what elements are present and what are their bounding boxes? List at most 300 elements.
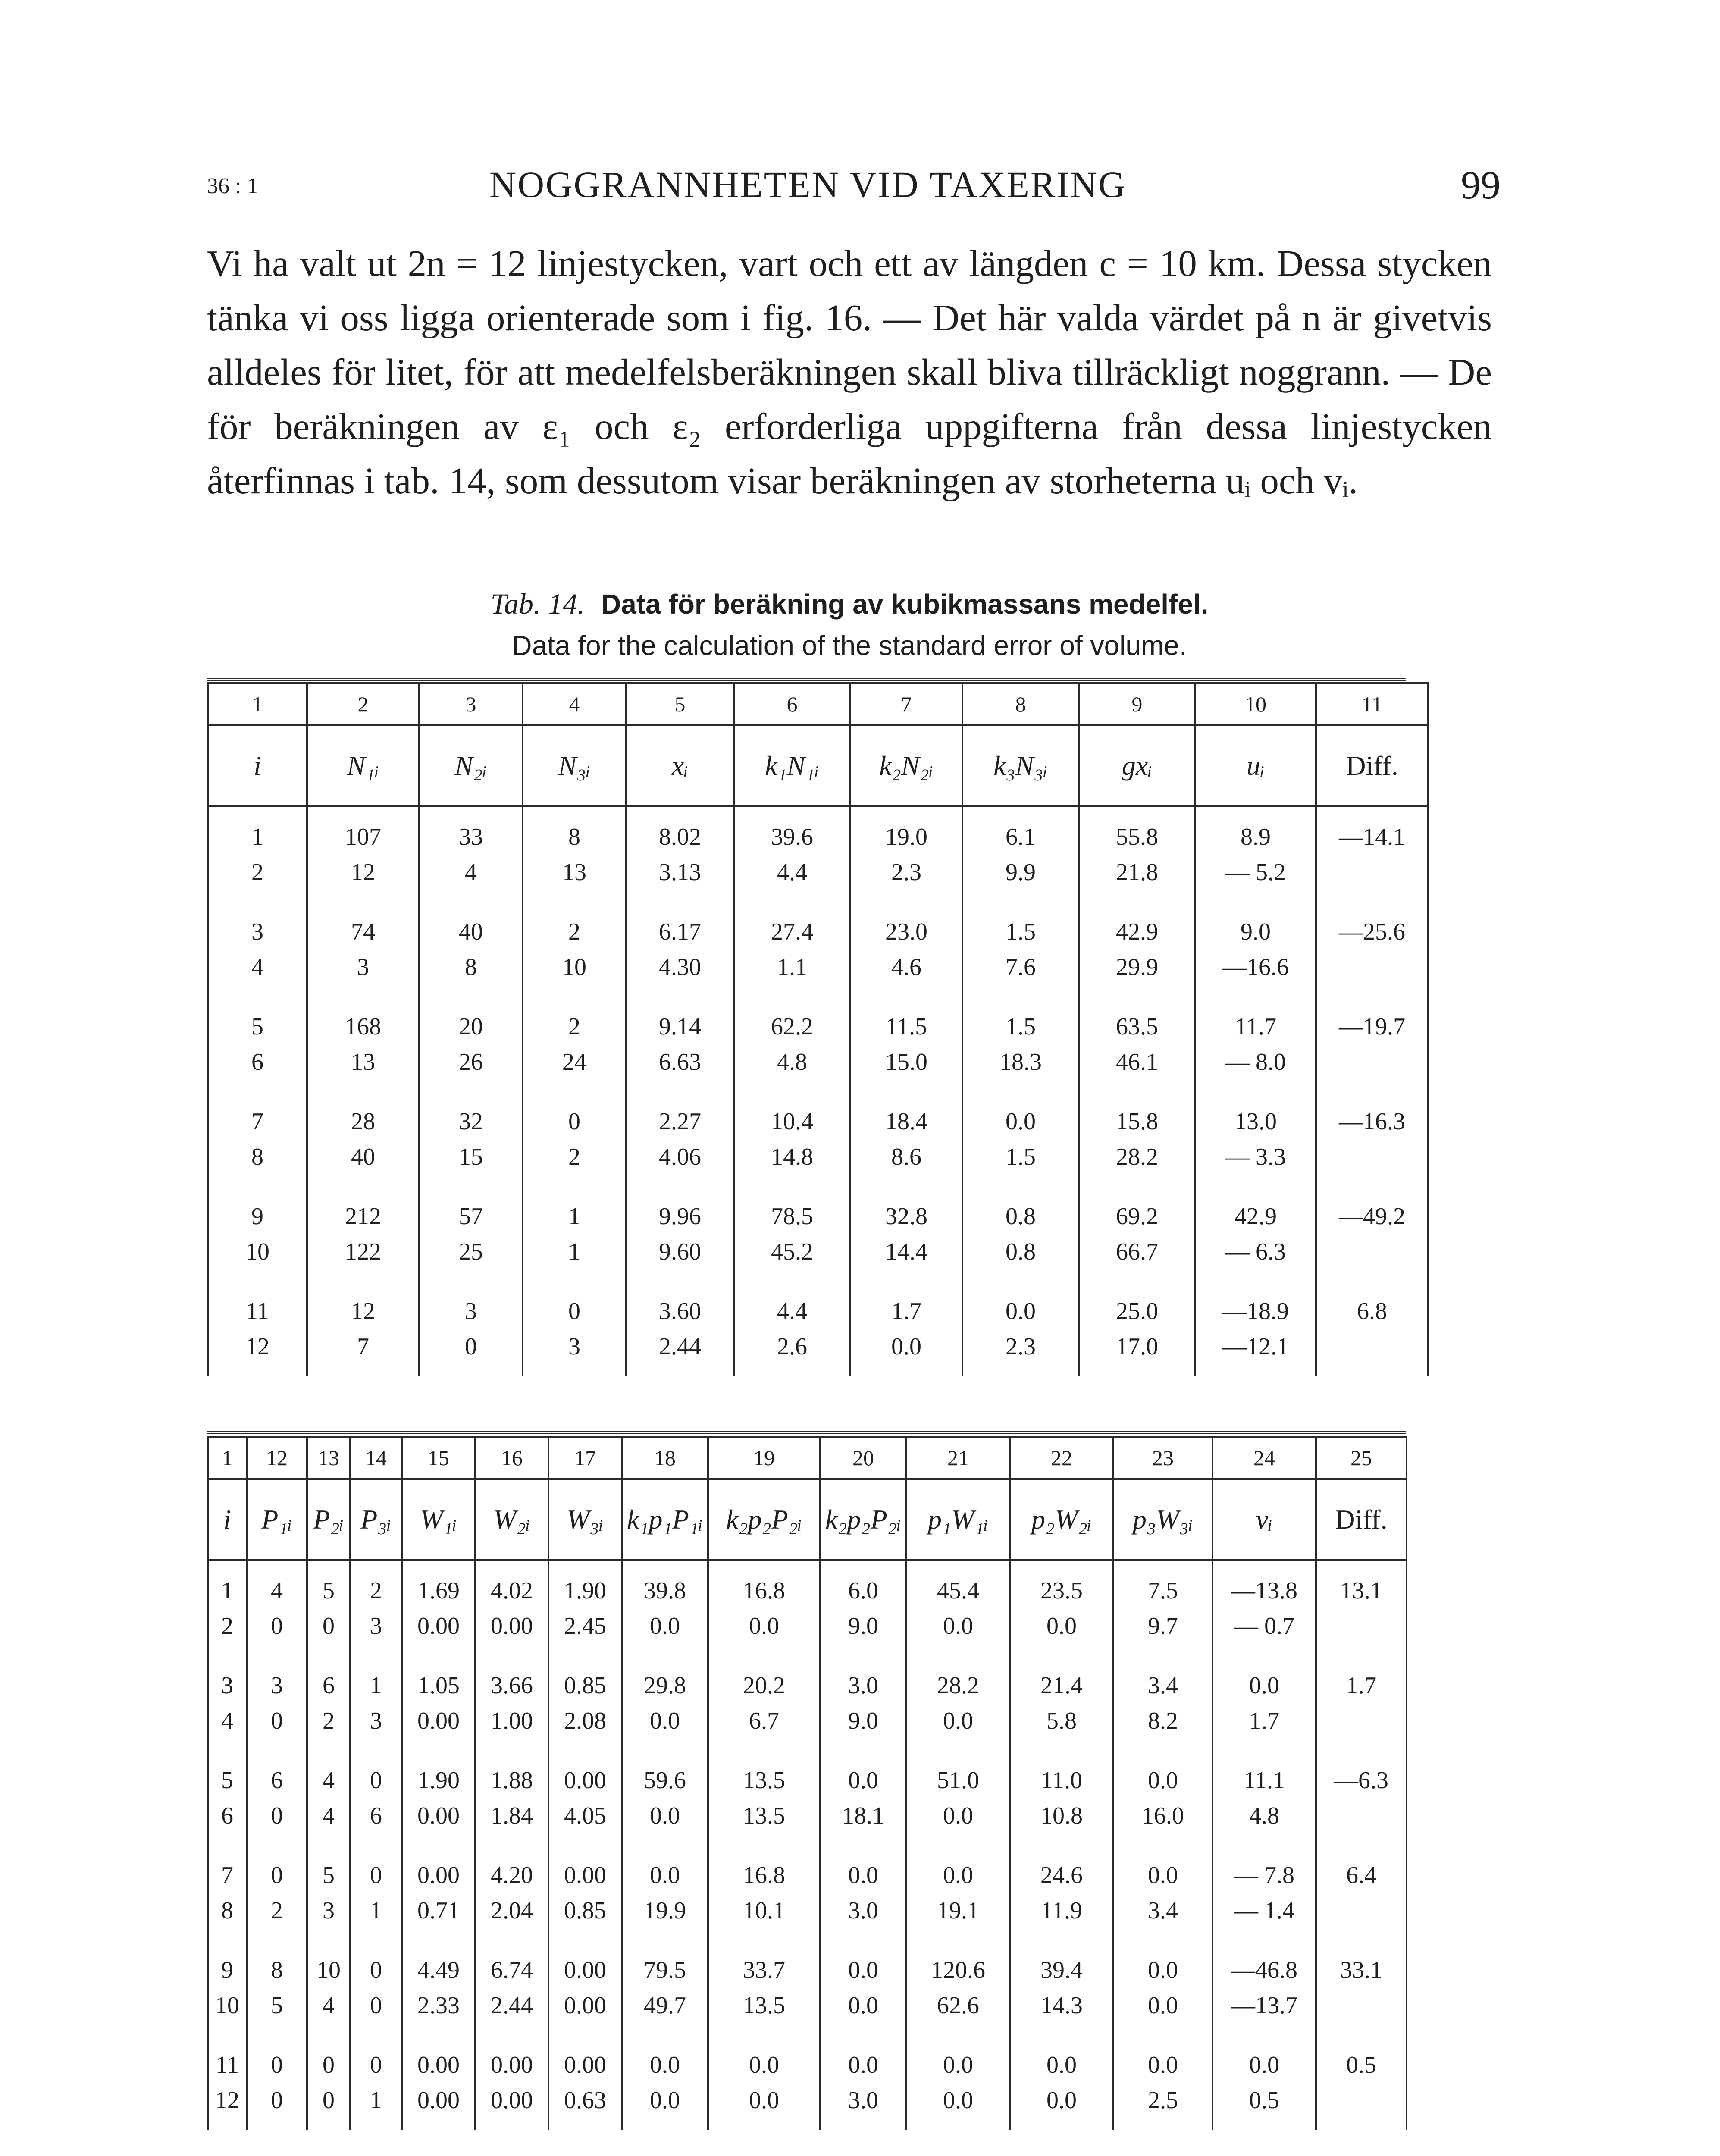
column-number: 1	[208, 1437, 247, 1479]
table-cell	[1316, 855, 1428, 890]
table-cell: 6.0	[820, 1560, 906, 1608]
table-cell: 4	[419, 855, 523, 890]
table-cell: 0.5	[1212, 2083, 1316, 2130]
table-cell: 1.7	[850, 1269, 962, 1329]
table-cell: 2.33	[402, 1988, 475, 2023]
table-cell: 59.6	[622, 1739, 708, 1798]
column-header: N₁ᵢ	[307, 725, 419, 806]
table-cell	[1316, 1893, 1407, 1928]
table-cell: 0.0	[906, 1703, 1010, 1739]
table-cell: 0.00	[548, 2023, 622, 2083]
table-cell: 0	[523, 1269, 626, 1329]
table-cell: 6	[208, 1044, 307, 1080]
table-cell: 29.9	[1079, 950, 1195, 985]
table-cell: —13.8	[1212, 1560, 1316, 1608]
table-cell: 0.0	[962, 1080, 1079, 1139]
table-cell: 15.8	[1079, 1080, 1195, 1139]
table-cell: 62.2	[734, 985, 850, 1044]
table-cell: 9.0	[820, 1608, 906, 1644]
table-cell: 4.8	[734, 1044, 850, 1080]
table-cell: 10.4	[734, 1080, 850, 1139]
table-cell: 1.84	[475, 1798, 548, 1833]
table-cell: 1.90	[548, 1560, 622, 1608]
table-cell: — 3.3	[1195, 1139, 1316, 1175]
table-cell: 4.4	[734, 1269, 850, 1329]
table-cell: 0.00	[402, 1703, 475, 1739]
table-cell: — 8.0	[1195, 1044, 1316, 1080]
table-cell: 1	[208, 806, 307, 855]
table-cell: 13.5	[708, 1988, 820, 2023]
table-cell: 25	[419, 1234, 523, 1269]
table-cell: 16.8	[708, 1560, 820, 1608]
table-cell: 9	[208, 1175, 307, 1234]
table-cell: 3.13	[626, 855, 734, 890]
table-cell: 21.4	[1010, 1644, 1113, 1703]
table-cell: 3.4	[1113, 1644, 1212, 1703]
table-cell: 25.0	[1079, 1269, 1195, 1329]
table-cell: 6.17	[626, 890, 734, 950]
table-cell: 11.9	[1010, 1893, 1113, 1928]
table-cell	[1316, 1608, 1407, 1644]
table-row	[208, 1080, 1428, 1139]
table-cell: 10.1	[708, 1893, 820, 1928]
table-cell: 4	[247, 1560, 307, 1608]
table-cell: 5	[208, 985, 307, 1044]
table-cell: 42.9	[1195, 1175, 1316, 1234]
table-cell: 18.1	[820, 1798, 906, 1833]
column-number: 3	[419, 683, 523, 725]
table-cell: 11	[208, 1269, 307, 1329]
table-cell: 0.00	[475, 2083, 548, 2130]
table-cell: 40	[419, 890, 523, 950]
table-row	[208, 855, 1428, 890]
table-cell: 0.00	[402, 2023, 475, 2083]
table-cell: 8.6	[850, 1139, 962, 1175]
table-cell: 212	[307, 1175, 419, 1234]
column-number-row	[208, 683, 1428, 725]
table-cell: 7	[208, 1080, 307, 1139]
table-cell: 2.08	[548, 1703, 622, 1739]
column-number: 12	[247, 1437, 307, 1479]
table-cell: 2.5	[1113, 2083, 1212, 2130]
table-cell: 10	[208, 1234, 307, 1269]
table-cell: 4	[208, 950, 307, 985]
table-cell: 0	[247, 2023, 307, 2083]
table-cell: 0.00	[548, 1988, 622, 2023]
table-cell: 0.0	[1010, 2083, 1113, 2130]
table-cell: 4.05	[548, 1798, 622, 1833]
column-header: vᵢ	[1212, 1479, 1316, 1560]
table-cell: 10.8	[1010, 1798, 1113, 1833]
table-row	[208, 950, 1428, 985]
column-header: P₁ᵢ	[247, 1479, 307, 1560]
table-cell: 1.7	[1212, 1703, 1316, 1739]
table-cell: 12	[307, 1269, 419, 1329]
column-number: 2	[307, 683, 419, 725]
column-number: 24	[1212, 1437, 1316, 1479]
table-cell: 7.5	[1113, 1560, 1212, 1608]
table-cell: 0.0	[906, 2083, 1010, 2130]
folio: 36 : 1	[207, 174, 258, 198]
body-paragraph: Vi ha valt ut 2n = 12 linjestycken, vart och ett av längden c = 10 km. Dessa stycken tänka vi oss ligga orienterade som i fig. 16. — Det här valda värdet på n är givetvis alldeles för litet, för att medelfelsberäkningen skall bliva tillräckligt noggrann. — De för beräkningen av ε₁ och ε₂ erforderliga uppgifterna från dessa linjestycken återfinnas i tab. 14, som dessutom visar beräkningen av storheterna uᵢ och vᵢ.	[207, 242, 1492, 501]
table-cell: 0.85	[548, 1893, 622, 1928]
table-cell: 40	[307, 1139, 419, 1175]
table-cell: — 1.4	[1212, 1893, 1316, 1928]
table-row	[208, 1988, 1407, 2023]
table-cell: 0	[350, 1833, 402, 1893]
caption-line-swedish	[207, 583, 1492, 625]
table1-grid	[207, 682, 1429, 1376]
column-header: xᵢ	[626, 725, 734, 806]
table-cell: 2	[208, 855, 307, 890]
table-cell: 5	[307, 1560, 350, 1608]
table-cell: 8.9	[1195, 806, 1316, 855]
table-row	[208, 1703, 1407, 1739]
table-cell: —12.1	[1195, 1329, 1316, 1376]
table-cell: 10	[523, 950, 626, 985]
body-text	[207, 236, 1492, 508]
column-header: k₂N₂ᵢ	[850, 725, 962, 806]
table-cell: 19.1	[906, 1893, 1010, 1928]
table-cell: 3	[208, 1644, 247, 1703]
table-cell: 3	[208, 890, 307, 950]
table-cell: —14.1	[1316, 806, 1428, 855]
table-cell: 3	[350, 1608, 402, 1644]
table-cell: 0.0	[622, 1703, 708, 1739]
table-cell: 24.6	[1010, 1833, 1113, 1893]
table-cell: 0.00	[475, 1608, 548, 1644]
table-cell: 6.8	[1316, 1269, 1428, 1329]
table-cell: 33	[419, 806, 523, 855]
table-cell: 1	[350, 1644, 402, 1703]
table-cell: 8	[523, 806, 626, 855]
table-cell: 32	[419, 1080, 523, 1139]
table-cell: 13.5	[708, 1798, 820, 1833]
column-number: 16	[475, 1437, 548, 1479]
table-cell: 0.0	[906, 1798, 1010, 1833]
table-cell: —16.6	[1195, 950, 1316, 985]
table-cell: 11.7	[1195, 985, 1316, 1044]
table-cell: 49.7	[622, 1988, 708, 2023]
table-cell: 10	[208, 1988, 247, 2023]
table-cell: 3.0	[820, 1644, 906, 1703]
table-cell: 0.00	[548, 1833, 622, 1893]
table-cell: 3	[350, 1703, 402, 1739]
table-cell: 13	[307, 1044, 419, 1080]
table-cell: 4	[307, 1988, 350, 2023]
table-row	[208, 1329, 1428, 1376]
table-cell: 28.2	[906, 1644, 1010, 1703]
table-cell: 0.0	[1212, 1644, 1316, 1703]
table-cell: — 5.2	[1195, 855, 1316, 890]
table-cell: 74	[307, 890, 419, 950]
table-cell: 2.04	[475, 1893, 548, 1928]
column-header: uᵢ	[1195, 725, 1316, 806]
table-cell: 0.0	[708, 2023, 820, 2083]
table-cell: — 7.8	[1212, 1833, 1316, 1893]
table-cell: 3	[419, 1269, 523, 1329]
table-cell: 55.8	[1079, 806, 1195, 855]
table-row	[208, 1739, 1407, 1798]
table-cell: 2.27	[626, 1080, 734, 1139]
table-row	[208, 1928, 1407, 1988]
table-cell: 0.00	[475, 2023, 548, 2083]
table-cell: 4.6	[850, 950, 962, 985]
column-header: p₁W₁ᵢ	[906, 1479, 1010, 1560]
column-header: W₁ᵢ	[402, 1479, 475, 1560]
table-cell: 120.6	[906, 1928, 1010, 1988]
table-cell: 0.8	[962, 1175, 1079, 1234]
table-cell: 11.0	[1010, 1739, 1113, 1798]
column-header: k₂p₂P₂ᵢ	[820, 1479, 906, 1560]
table-cell: 0.0	[820, 1739, 906, 1798]
table-row	[208, 1644, 1407, 1703]
table-cell: 18.4	[850, 1080, 962, 1139]
table-cell: 2.3	[850, 855, 962, 890]
table-cell: 6.74	[475, 1928, 548, 1988]
table-cell: 10	[307, 1928, 350, 1988]
column-number: 22	[1010, 1437, 1113, 1479]
column-header: N₂ᵢ	[419, 725, 523, 806]
table-cell: 4	[208, 1703, 247, 1739]
table-cell: 4.06	[626, 1139, 734, 1175]
table-cell: 3	[247, 1644, 307, 1703]
column-number: 8	[962, 683, 1079, 725]
table-cell: 62.6	[906, 1988, 1010, 2023]
table-label: Tab. 14.	[490, 587, 585, 620]
table-cell	[1316, 2083, 1407, 2130]
table-cell: — 6.3	[1195, 1234, 1316, 1269]
table-cell: 0.00	[402, 2083, 475, 2130]
table-cell: 8.02	[626, 806, 734, 855]
table-cell: 6	[350, 1798, 402, 1833]
column-number: 5	[626, 683, 734, 725]
table-cell: 0.0	[1113, 1833, 1212, 1893]
table-row	[208, 1833, 1407, 1893]
column-number: 20	[820, 1437, 906, 1479]
table-cell: 14.4	[850, 1234, 962, 1269]
table-cell: 1.00	[475, 1703, 548, 1739]
table-cell: 4.4	[734, 855, 850, 890]
column-number: 15	[402, 1437, 475, 1479]
table-cell	[1316, 1044, 1428, 1080]
table-cell: 13.5	[708, 1739, 820, 1798]
table-cell: 28.2	[1079, 1139, 1195, 1175]
table-cell: 0.85	[548, 1644, 622, 1703]
table-cell: 39.4	[1010, 1928, 1113, 1988]
table-cell: 0	[307, 1608, 350, 1644]
table-cell: 23.0	[850, 890, 962, 950]
table-cell: 18.3	[962, 1044, 1079, 1080]
table-cell	[1316, 950, 1428, 985]
table-cell: 6	[307, 1644, 350, 1703]
table-cell: 26	[419, 1044, 523, 1080]
table-cell: 5	[208, 1739, 247, 1798]
column-header: P₂ᵢ	[307, 1479, 350, 1560]
table-cell: 0	[350, 2023, 402, 2083]
table-cell: 8	[419, 950, 523, 985]
column-header: W₂ᵢ	[475, 1479, 548, 1560]
table-row	[208, 1044, 1428, 1080]
column-number-row	[208, 1437, 1407, 1479]
table-cell: 1.90	[402, 1739, 475, 1798]
table-cell: 0.0	[906, 2023, 1010, 2083]
table-cell: 27.4	[734, 890, 850, 950]
table-row	[208, 1560, 1407, 1608]
table-cell: 0.0	[820, 1988, 906, 2023]
table-cell: 12	[208, 2083, 247, 2130]
table-cell: 33.7	[708, 1928, 820, 1988]
table-cell: 19.9	[622, 1893, 708, 1928]
table-cell: 4.20	[475, 1833, 548, 1893]
table-cell: 0	[247, 2083, 307, 2130]
table-cell: 11	[208, 2023, 247, 2083]
table-cell: 0.71	[402, 1893, 475, 1928]
table-cell: 0.0	[1113, 2023, 1212, 2083]
table-cell: 0	[247, 1703, 307, 1739]
table-cell: 16.0	[1113, 1798, 1212, 1833]
table-cell: 0.0	[1113, 1928, 1212, 1988]
table-cell: 3	[307, 950, 419, 985]
table-divider-rule	[207, 1431, 1406, 1434]
table-cell: 2	[523, 985, 626, 1044]
table-cell: 1.5	[962, 985, 1079, 1044]
table-cell: 0	[247, 1833, 307, 1893]
table-cell: 122	[307, 1234, 419, 1269]
table-row	[208, 1269, 1428, 1329]
column-header-row	[208, 1479, 1407, 1560]
table-cell: 1.69	[402, 1560, 475, 1608]
table-cell: 0.0	[1212, 2023, 1316, 2083]
table-cell: 0	[307, 2083, 350, 2130]
table-cell: 0	[247, 1798, 307, 1833]
table-cell: 28	[307, 1080, 419, 1139]
table-cell: 0	[350, 1928, 402, 1988]
table-cell: 6.1	[962, 806, 1079, 855]
table-cell: 0.0	[1113, 1988, 1212, 2023]
table-cell: 0.8	[962, 1234, 1079, 1269]
table-cell: 0.0	[906, 1833, 1010, 1893]
table-cell	[1316, 1234, 1428, 1269]
table-cell	[1316, 1703, 1407, 1739]
table-cell: —18.9	[1195, 1269, 1316, 1329]
table-cell: 13.0	[1195, 1080, 1316, 1139]
table-title-english: Data for the calculation of the standard error of volume.	[512, 630, 1187, 661]
table-cell: 0.0	[906, 1608, 1010, 1644]
table-cell: —6.3	[1316, 1739, 1407, 1798]
table-cell: 79.5	[622, 1928, 708, 1988]
table-cell: 3.4	[1113, 1893, 1212, 1928]
table-row	[208, 985, 1428, 1044]
table-cell: 168	[307, 985, 419, 1044]
table-cell: 0.0	[622, 2023, 708, 2083]
column-number: 18	[622, 1437, 708, 1479]
running-head-title: NOGGRANNHETEN VID TAXERING	[489, 164, 1127, 205]
table-cell: 51.0	[906, 1739, 1010, 1798]
table-cell: —46.8	[1212, 1928, 1316, 1988]
table-top-rule	[207, 678, 1406, 681]
column-number: 25	[1316, 1437, 1407, 1479]
table-cell: 21.8	[1079, 855, 1195, 890]
page-number: 99	[1461, 163, 1501, 207]
table-cell: 13	[523, 855, 626, 890]
table-cell: 6	[247, 1739, 307, 1798]
table-cell: 2	[523, 1139, 626, 1175]
table-cell: 46.1	[1079, 1044, 1195, 1080]
table-cell: 1.88	[475, 1739, 548, 1798]
table-cell: 1.1	[734, 950, 850, 985]
table-cell: 1.7	[1316, 1644, 1407, 1703]
table-cell: 0.0	[820, 1833, 906, 1893]
table-cell: 0.00	[402, 1833, 475, 1893]
table-cell: 1.05	[402, 1644, 475, 1703]
column-number: 10	[1195, 683, 1316, 725]
table-cell: 9.96	[626, 1175, 734, 1234]
table-cell: 2.3	[962, 1329, 1079, 1376]
table-cell: 2	[208, 1608, 247, 1644]
table-cell: 23.5	[1010, 1560, 1113, 1608]
table-cell: 2.6	[734, 1329, 850, 1376]
column-header: k₁p₁P₁ᵢ	[622, 1479, 708, 1560]
table-cell	[1316, 1329, 1428, 1376]
table-row	[208, 1608, 1407, 1644]
table-cell: 24	[523, 1044, 626, 1080]
table-cell: —13.7	[1212, 1988, 1316, 2023]
table-cell: —16.3	[1316, 1080, 1428, 1139]
table-cell: 2.44	[475, 1988, 548, 2023]
table-cell: 9.60	[626, 1234, 734, 1269]
table-cell: 0.0	[1010, 2023, 1113, 2083]
table-cell: 0.0	[1010, 1608, 1113, 1644]
table-cell: 5.8	[1010, 1703, 1113, 1739]
table-cell: 0.00	[402, 1608, 475, 1644]
table-cell: 0.00	[402, 1798, 475, 1833]
table-cell: 13.1	[1316, 1560, 1407, 1608]
column-number: 14	[350, 1437, 402, 1479]
table-cell: — 0.7	[1212, 1608, 1316, 1644]
table-cell: 4.8	[1212, 1798, 1316, 1833]
table-cell: 1	[523, 1234, 626, 1269]
column-header: i	[208, 725, 307, 806]
table-cell: 5	[307, 1833, 350, 1893]
table-cell: 107	[307, 806, 419, 855]
column-number: 19	[708, 1437, 820, 1479]
table-cell: 14.3	[1010, 1988, 1113, 2023]
table-cell: 45.2	[734, 1234, 850, 1269]
table-cell: 7.6	[962, 950, 1079, 985]
table-cell: 16.8	[708, 1833, 820, 1893]
table-cell: 12	[307, 855, 419, 890]
column-header: i	[208, 1479, 247, 1560]
table-cell: 0.63	[548, 2083, 622, 2130]
table-cell: 7	[208, 1833, 247, 1893]
table-cell: 0	[247, 1608, 307, 1644]
table-row	[208, 1234, 1428, 1269]
table-cell: 33.1	[1316, 1928, 1407, 1988]
table-cell: 1	[523, 1175, 626, 1234]
column-header: Diff.	[1316, 725, 1428, 806]
table-cell: 0.0	[850, 1329, 962, 1376]
table-cell	[1316, 1988, 1407, 2023]
column-number: 21	[906, 1437, 1010, 1479]
table-cell: 3.66	[475, 1644, 548, 1703]
table-cell: —19.7	[1316, 985, 1428, 1044]
table-title-swedish: Data för beräkning av kubikmassans medelfel.	[601, 589, 1209, 620]
table-row	[208, 1893, 1407, 1928]
table-cell: 8	[208, 1139, 307, 1175]
table-cell: 2.44	[626, 1329, 734, 1376]
column-header: W₃ᵢ	[548, 1479, 622, 1560]
